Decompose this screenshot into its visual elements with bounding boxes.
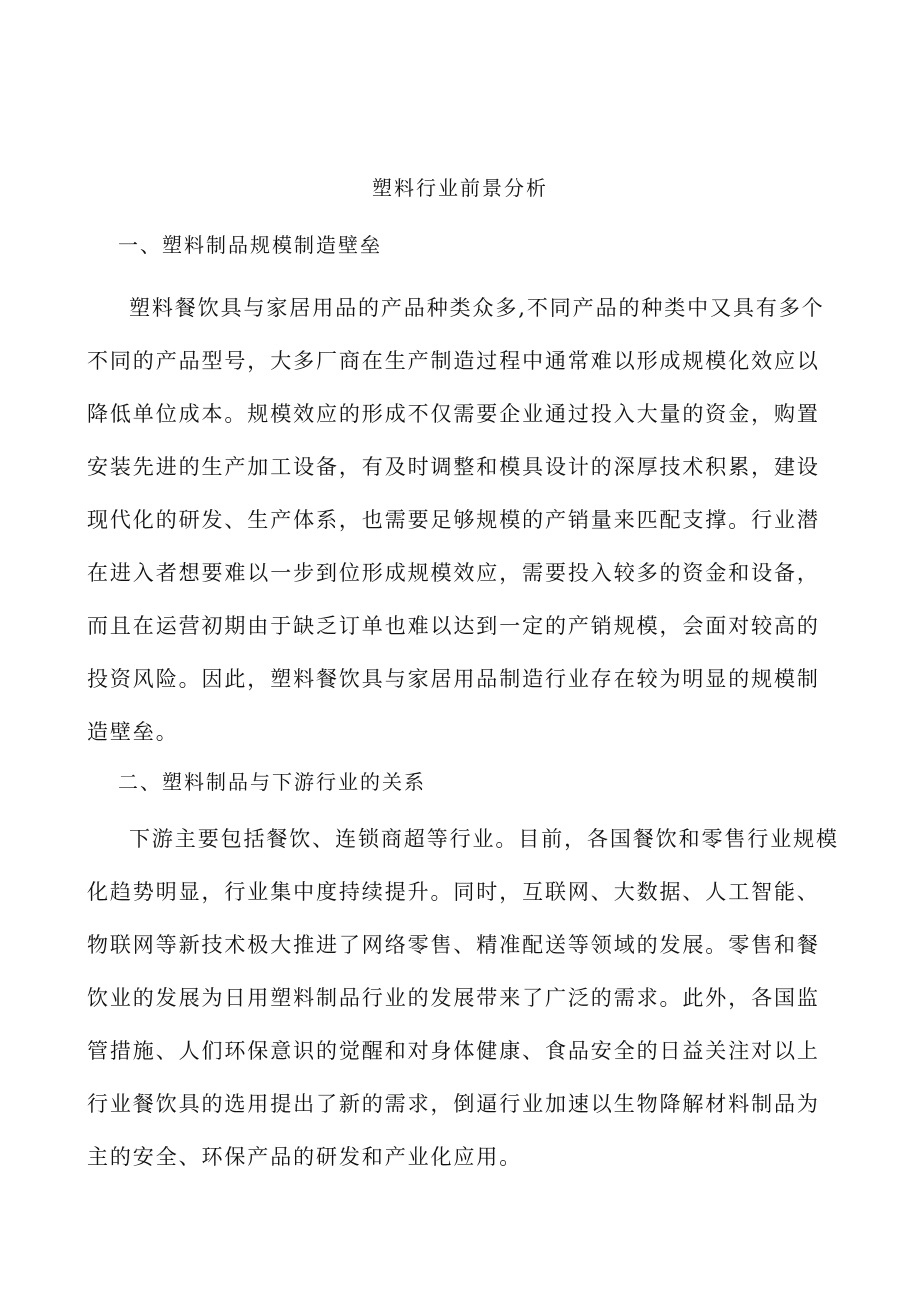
paragraph-line: 在进入者想要难以一步到位形成规模效应，需要投入较多的资金和设备， (87, 561, 820, 585)
paragraph-line: 而且在运营初期由于缺乏订单也难以达到一定的产销规模，会面对较高的 (87, 614, 820, 638)
paragraph-line: 行业餐饮具的选用提出了新的需求，倒逼行业加速以生物降解材料制品为 (87, 1092, 820, 1116)
paragraph-line: 下游主要包括餐饮、连锁商超等行业。目前，各国餐饮和零售行业规模 (129, 827, 839, 851)
paragraph-line: 化趋势明显，行业集中度持续提升。同时，互联网、大数据、人工智能、 (87, 880, 820, 904)
paragraph-line: 现代化的研发、生产体系，也需要足够规模的产销量来匹配支撑。行业潜 (87, 508, 820, 532)
paragraph-line: 管措施、人们环保意识的觉醒和对身体健康、食品安全的日益关注对以上 (87, 1039, 820, 1063)
section-1-heading: 一、塑料制品规模制造壁垒 (118, 233, 382, 257)
paragraph-line: 降低单位成本。规模效应的形成不仅需要企业通过投入大量的资金，购置 (87, 402, 820, 426)
section-2-paragraph (87, 813, 839, 1184)
section-2-heading: 二、塑料制品与下游行业的关系 (118, 770, 426, 794)
paragraph-line: 不同的产品型号，大多厂商在生产制造过程中通常难以形成规模化效应以 (87, 349, 820, 373)
paragraph-line: 投资风险。因此，塑料餐饮具与家居用品制造行业存在较为明显的规模制 (87, 667, 820, 691)
paragraph-line: 主的安全、环保产品的研发和产业化应用。 (87, 1145, 523, 1169)
paragraph-line: 饮业的发展为日用塑料制品行业的发展带来了广泛的需求。此外，各国监 (87, 986, 820, 1010)
section-1-paragraph (87, 282, 839, 759)
paragraph-line: 塑料餐饮具与家居用品的产品种类众多,不同产品的种类中又具有多个 (129, 296, 825, 320)
paragraph-line: 造壁垒。 (87, 720, 179, 744)
paragraph-line: 安装先进的生产加工设备，有及时调整和模具设计的深厚技术积累，建设 (87, 455, 820, 479)
document-title: 塑料行业前景分析 (372, 176, 548, 200)
paragraph-line: 物联网等新技术极大推进了网络零售、精准配送等领域的发展。零售和餐 (87, 933, 820, 957)
